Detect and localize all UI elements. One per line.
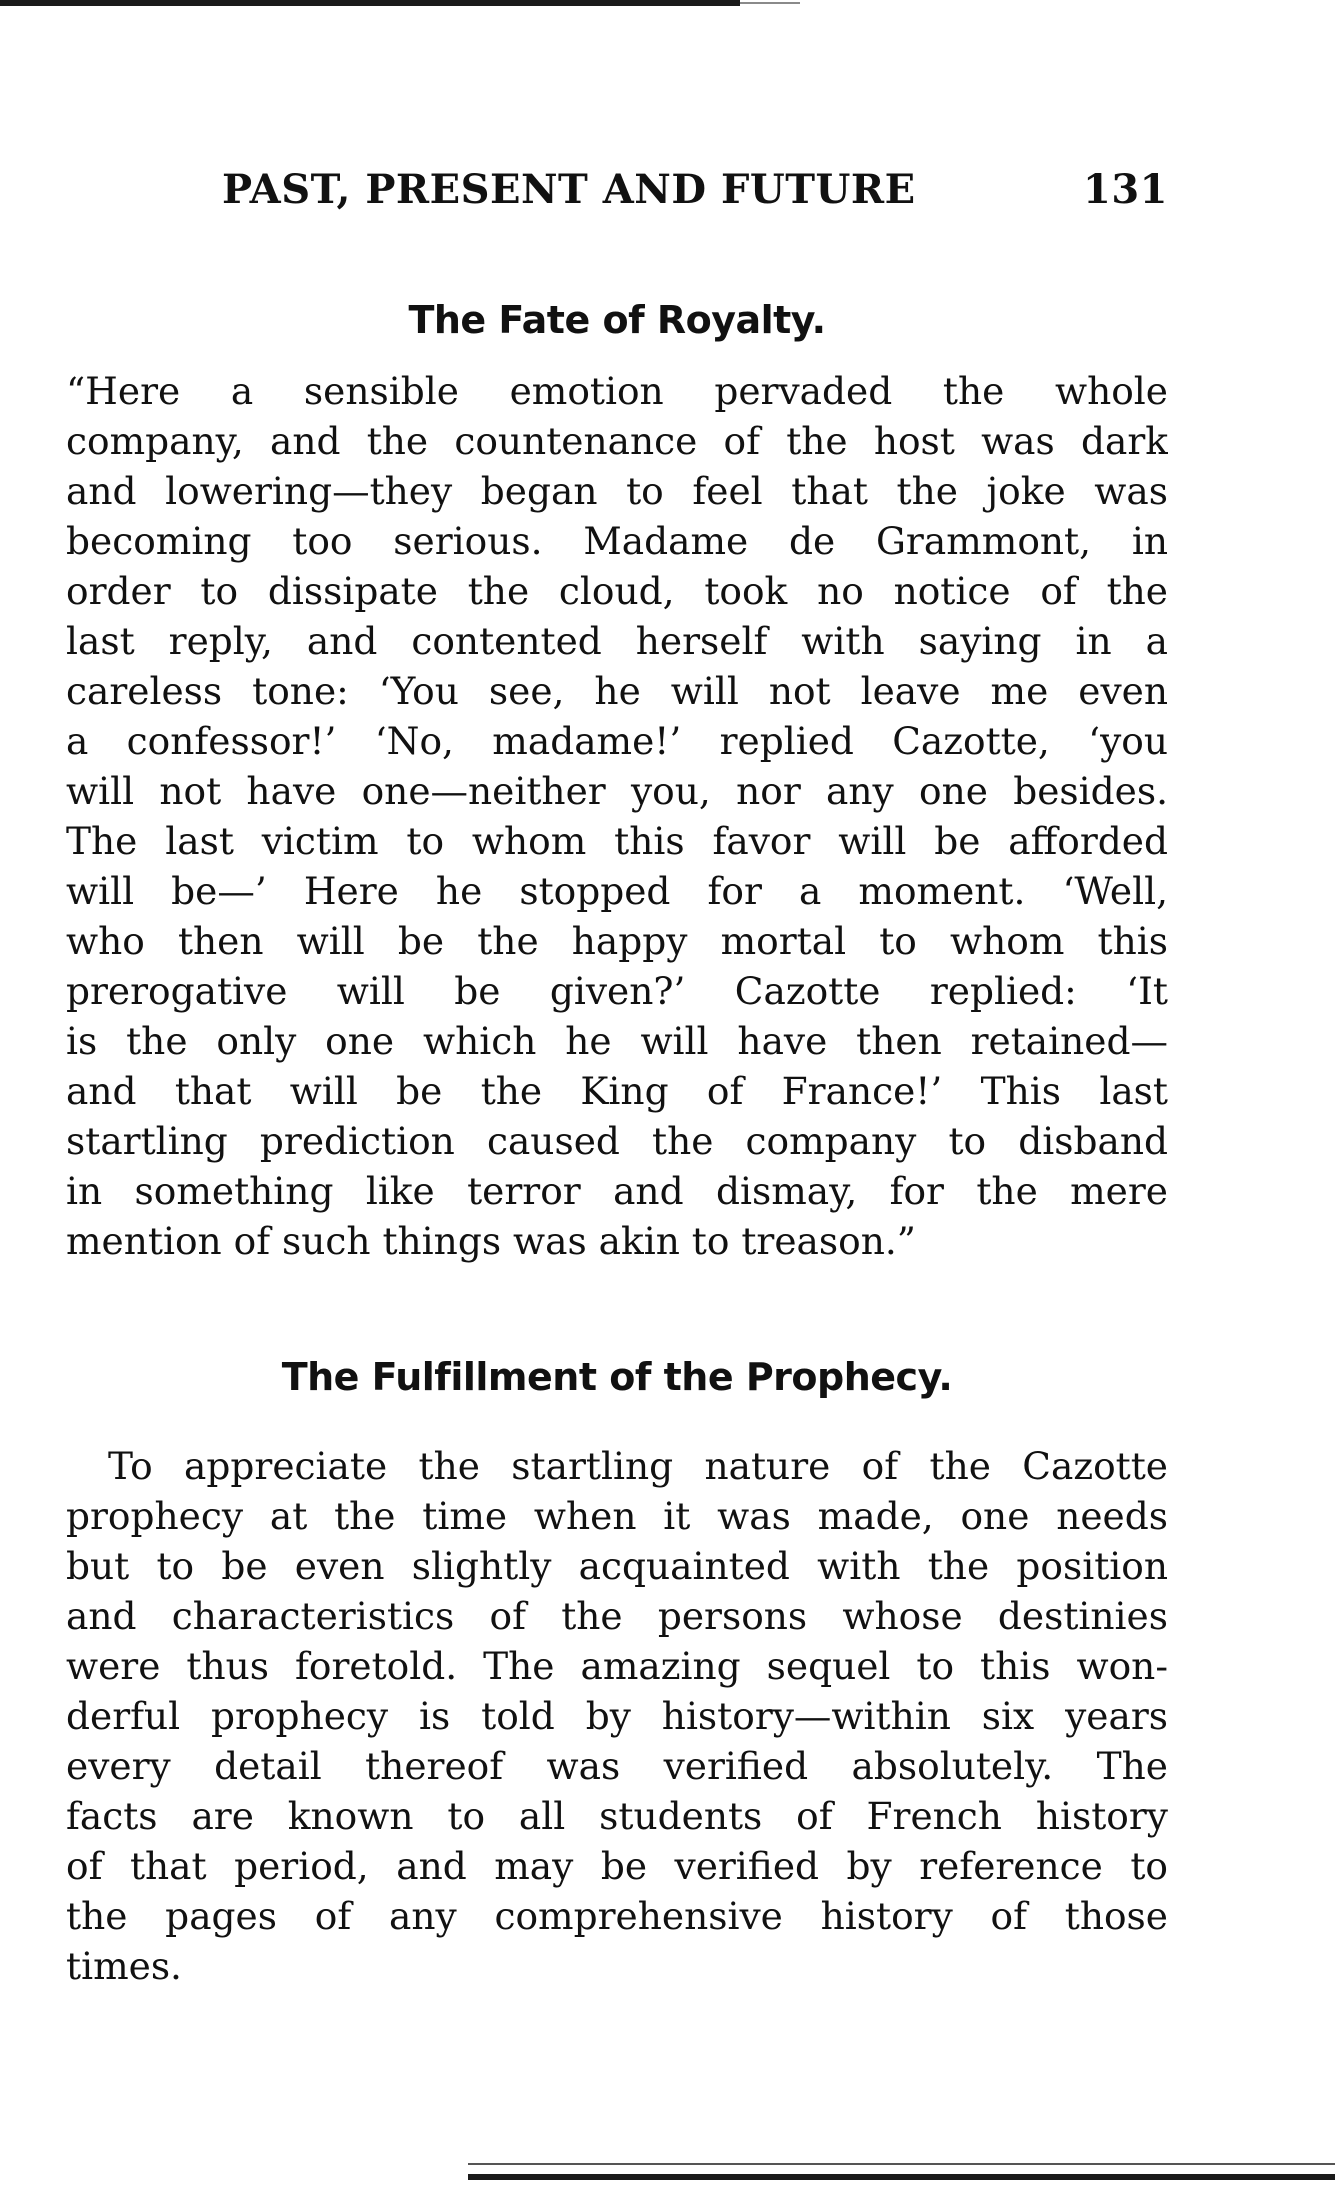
text-line: last reply, and contented herself with saying in a bbox=[66, 619, 1168, 663]
text-line: “Here a sensible emotion pervaded the whole bbox=[66, 369, 1168, 413]
text-line: careless tone: ‘You see, he will not leave me even bbox=[66, 669, 1168, 713]
text-line: becoming too serious. Madame de Grammont, in bbox=[66, 519, 1168, 563]
text-line: times. bbox=[66, 1944, 182, 1988]
top-edge-rule bbox=[0, 0, 740, 6]
text-line: To appreciate the startling nature of the Cazotte bbox=[108, 1444, 1168, 1488]
text-line: a confessor!’ ‘No, madame!’ replied Cazotte, ‘you bbox=[66, 719, 1168, 763]
text-line: and lowering—they began to feel that the joke was bbox=[66, 469, 1168, 513]
text-line: derful prophecy is told by history—within six years bbox=[66, 1694, 1168, 1738]
bottom-edge-rule bbox=[468, 2174, 1335, 2180]
text-line: order to dissipate the cloud, took no notice of the bbox=[66, 569, 1168, 613]
text-line: prerogative will be given?’ Cazotte replied: ‘It bbox=[66, 969, 1168, 1013]
text-line: the pages of any comprehensive history of those bbox=[66, 1894, 1168, 1938]
text-line: of that period, and may be verified by reference to bbox=[66, 1844, 1168, 1888]
text-line: and characteristics of the persons whose destinies bbox=[66, 1594, 1168, 1638]
text-line: prophecy at the time when it was made, one needs bbox=[66, 1494, 1168, 1538]
text-line: The last victim to whom this favor will be afforded bbox=[66, 819, 1168, 863]
section-heading-fulfillment-of-prophecy: The Fulfillment of the Prophecy. bbox=[281, 1355, 953, 1399]
text-line: who then will be the happy mortal to whom this bbox=[66, 919, 1168, 963]
text-line: mention of such things was akin to treason.” bbox=[66, 1219, 916, 1263]
text-line: but to be even slightly acquainted with the position bbox=[66, 1544, 1168, 1588]
text-line: and that will be the King of France!’ This last bbox=[66, 1069, 1168, 1113]
text-line: company, and the countenance of the host was dark bbox=[66, 419, 1168, 463]
running-title: PAST, PRESENT AND FUTURE bbox=[222, 166, 916, 213]
section-heading-fate-of-royalty: The Fate of Royalty. bbox=[408, 298, 826, 342]
page-number: 131 bbox=[1083, 166, 1168, 213]
text-line: startling prediction caused the company to disband bbox=[66, 1119, 1168, 1163]
running-head bbox=[222, 166, 1168, 222]
text-line: will not have one—neither you, nor any one besides. bbox=[66, 769, 1168, 813]
text-line: in something like terror and dismay, for the mere bbox=[66, 1169, 1168, 1213]
bottom-edge-rule-thin bbox=[468, 2163, 1335, 2165]
top-edge-rule-faint bbox=[740, 2, 800, 4]
text-line: were thus foretold. The amazing sequel to this won- bbox=[66, 1644, 1168, 1688]
text-line: is the only one which he will have then retained— bbox=[66, 1019, 1168, 1063]
text-line: facts are known to all students of French history bbox=[66, 1794, 1168, 1838]
text-line: every detail thereof was verified absolutely. The bbox=[66, 1744, 1168, 1788]
text-line: will be—’ Here he stopped for a moment. ‘Well, bbox=[66, 869, 1168, 913]
